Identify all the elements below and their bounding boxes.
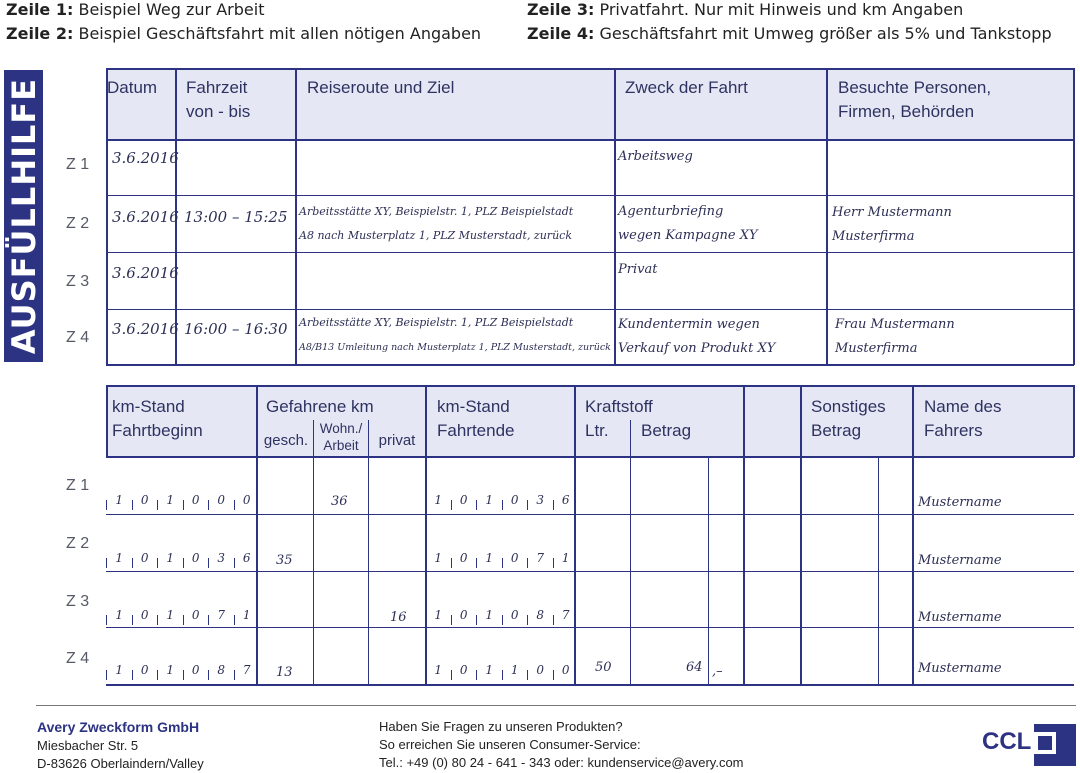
route-z2-line1: Arbeitsstätte XY, Beispielstr. 1, PLZ Beispielstadt — [299, 205, 574, 218]
header-wohn-arbeit: Wohn./ Arbeit — [319, 421, 363, 453]
legend-line-2: Zeile 2: Beispiel Geschäftsfahrt mit allen nötigen Angaben — [6, 24, 482, 43]
gesch-z2: 35 — [276, 553, 293, 568]
ccl-logo-icon — [1034, 724, 1076, 766]
route-z4-line2: A8/B13 Umleitung nach Musterplatz 1, PLZ Musterstadt, zurück — [299, 342, 611, 353]
header-privat: privat — [378, 432, 416, 449]
header-betrag: Betrag — [641, 421, 692, 440]
zweck-z4-line2: Verkauf von Produkt XY — [618, 341, 776, 356]
row-label-z2: Z 2 — [66, 215, 90, 232]
fahrer-z1: Mustername — [918, 495, 1002, 510]
fahrer-z3: Mustername — [918, 610, 1002, 625]
footer-divider — [36, 705, 1076, 706]
company-city: D-83626 Oberlaindern/Valley — [37, 756, 204, 771]
header-km-end: km-Stand Fahrtende — [437, 397, 515, 440]
km-end-z1: 1 0 1 0 3 6 — [425, 500, 578, 510]
zweck-z2-line1: Agenturbriefing — [618, 204, 724, 219]
datum-z1: 3.6.2016 — [112, 149, 179, 167]
zweck-z2-line2: wegen Kampagne XY — [618, 228, 758, 243]
personen-z4-line2: Musterfirma — [835, 341, 918, 356]
zeit-z4: 16:00 – 16:30 — [184, 320, 288, 338]
personen-z2-line2: Musterfirma — [832, 229, 915, 244]
fahrer-z4: Mustername — [918, 661, 1002, 676]
header-besuchte-personen: Besuchte Personen, Firmen, Behörden — [838, 78, 992, 121]
header-datum: Datum — [107, 78, 158, 97]
datum-z4: 3.6.2016 — [112, 320, 179, 338]
zweck-z1: Arbeitsweg — [618, 149, 693, 164]
company-name: Avery Zweckform GmbH — [37, 719, 200, 735]
header-zweck: Zweck der Fahrt — [625, 78, 748, 97]
footer-service: Haben Sie Fragen zu unseren Produkten? So erreichen Sie unseren Consumer-Service: Tel.: +49 (0) 80 24 - 641 - 343 oder: kundenservice@avery.com — [379, 719, 744, 770]
route-z2-line2: A8 nach Musterplatz 1, PLZ Musterstadt, zurück — [299, 229, 572, 242]
datum-z2: 3.6.2016 — [112, 208, 179, 226]
km-end-z4: 1 0 1 1 0 0 — [425, 670, 578, 680]
company-street: Miesbacher Str. 5 — [37, 738, 139, 753]
legend-line-3: Zeile 3: Privatfahrt. Nur mit Hinweis und km Angaben — [527, 0, 964, 19]
gesch-z4: 13 — [276, 665, 293, 680]
header-gefahrene-km: Gefahrene km — [266, 397, 374, 416]
km-start-z1: 1 0 1 0 0 0 — [106, 500, 259, 510]
header-reiseroute: Reiseroute und Ziel — [307, 78, 455, 97]
km-start-z2: 1 0 1 0 3 6 — [106, 558, 259, 568]
zeit-z2: 13:00 – 15:25 — [184, 208, 288, 226]
zweck-z3: Privat — [618, 262, 658, 277]
header-kraftstoff: Kraftstoff — [585, 397, 653, 416]
personen-z4-line1: Frau Mustermann — [835, 317, 955, 332]
row-label-b-z4: Z 4 — [66, 650, 90, 667]
betrag-cents-z4: ,– — [712, 664, 723, 679]
personen-z2-line1: Herr Mustermann — [832, 205, 952, 220]
banner-text: AUSFÜLLHILFE — [4, 77, 43, 355]
route-z4-line1: Arbeitsstätte XY, Beispielstr. 1, PLZ Beispielstadt — [299, 316, 574, 329]
row-label-z4: Z 4 — [66, 329, 90, 346]
row-label-b-z1: Z 1 — [66, 477, 90, 494]
footer-address — [37, 718, 204, 773]
row-label-b-z3: Z 3 — [66, 593, 90, 610]
km-start-z4: 1 0 1 0 8 7 — [106, 670, 259, 680]
legend-line-4: Zeile 4: Geschäftsfahrt mit Umweg größer als 5% und Tankstopp — [527, 24, 1052, 43]
km-start-z3: 1 0 1 0 7 1 — [106, 615, 259, 625]
fahrer-z2: Mustername — [918, 553, 1002, 568]
ccl-logo-text: CCL — [982, 728, 1032, 755]
wohn-z1: 36 — [331, 494, 348, 509]
header-gesch: gesch. — [263, 432, 309, 449]
privat-z3: 16 — [390, 610, 407, 625]
row-label-z3: Z 3 — [66, 273, 90, 290]
ltr-z4: 50 — [595, 660, 612, 675]
row-label-b-z2: Z 2 — [66, 535, 90, 552]
header-km-start: km-Stand Fahrtbeginn — [112, 397, 203, 440]
legend-line-1: Zeile 1: Beispiel Weg zur Arbeit — [6, 0, 265, 19]
ausfuellhilfe-banner — [4, 70, 43, 362]
datum-z3: 3.6.2016 — [112, 264, 179, 282]
row-label-z1: Z 1 — [66, 156, 90, 173]
header-fahrzeit: Fahrzeit von - bis — [186, 78, 251, 121]
betrag-z4: 64 — [686, 660, 703, 675]
km-end-z2: 1 0 1 0 7 1 — [425, 558, 578, 568]
km-end-z3: 1 0 1 0 8 7 — [425, 615, 578, 625]
header-ltr: Ltr. — [585, 421, 609, 440]
header-sonstiges: Sonstiges Betrag — [811, 397, 886, 440]
zweck-z4-line1: Kundentermin wegen — [618, 317, 760, 332]
header-name-fahrer: Name des Fahrers — [924, 397, 1002, 440]
